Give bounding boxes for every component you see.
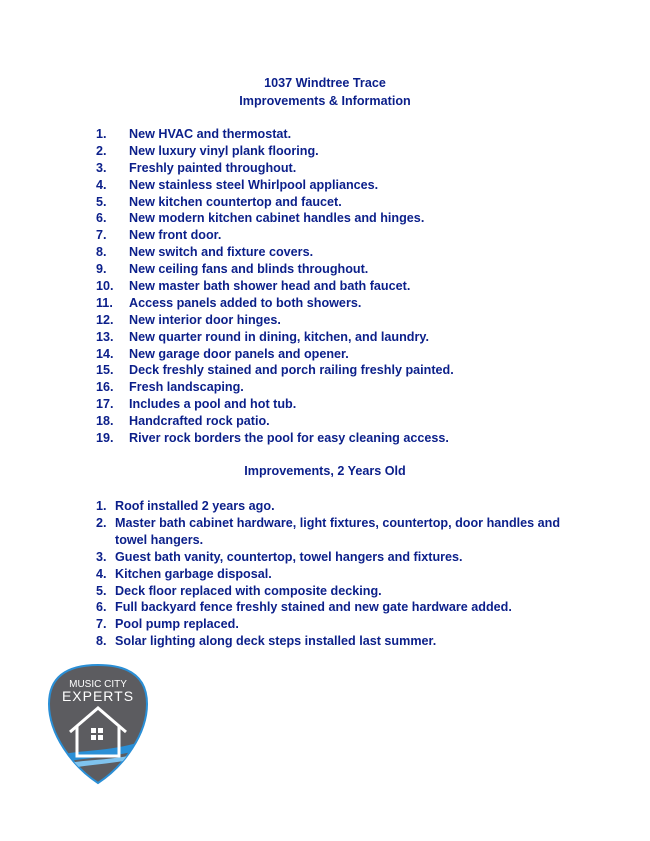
item-number: 10.: [96, 279, 114, 294]
item-text: Freshly painted throughout.: [129, 160, 297, 175]
item-text: Fresh landscaping.: [129, 380, 244, 395]
improvements-list: [96, 126, 596, 447]
item-text: Roof installed 2 years ago.: [115, 499, 275, 513]
item-text: Master bath cabinet hardware, light fixtures, countertop, door handles and towel hangers.: [115, 515, 561, 547]
list-item: [96, 244, 596, 261]
list-item: [96, 396, 596, 413]
item-number: 9.: [96, 262, 107, 277]
item-number: 17.: [96, 397, 114, 412]
item-text: New kitchen countertop and faucet.: [129, 194, 342, 209]
list-item: [96, 498, 576, 515]
item-number: 8.: [96, 245, 107, 260]
section-title: Improvements, 2 Years Old: [244, 464, 406, 478]
item-text: Kitchen garbage disposal.: [115, 566, 272, 581]
item-text: New quarter round in dining, kitchen, and laundry.: [129, 329, 429, 344]
item-number: 4.: [96, 566, 107, 581]
list-item: [96, 278, 596, 295]
item-number: 3.: [96, 549, 107, 564]
list-item: [96, 177, 596, 194]
item-number: 13.: [96, 329, 114, 344]
logo-text-line1: MUSIC CITY: [69, 679, 127, 690]
item-text: Includes a pool and hot tub.: [129, 397, 297, 412]
item-text: Access panels added to both showers.: [129, 295, 362, 310]
list-item: [96, 312, 596, 329]
list-item: [96, 616, 576, 633]
two-year-improvements-list: [96, 498, 576, 650]
item-text: New luxury vinyl plank flooring.: [129, 143, 319, 158]
item-number: 16.: [96, 380, 114, 395]
item-text: New modern kitchen cabinet handles and hinges.: [129, 211, 425, 226]
item-number: 18.: [96, 414, 114, 429]
logo-text-line2: EXPERTS: [61, 688, 135, 704]
item-number: 14.: [96, 346, 114, 361]
item-text: Handcrafted rock patio.: [129, 414, 270, 429]
item-number: 6.: [96, 600, 107, 615]
music-city-experts-logo: [46, 662, 150, 786]
item-text: New HVAC and thermostat.: [129, 127, 292, 141]
item-text: Pool pump replaced.: [115, 617, 239, 632]
item-number: 7.: [96, 617, 107, 632]
list-item: [96, 126, 596, 143]
item-text: River rock borders the pool for easy cleaning access.: [129, 431, 449, 446]
list-item: [96, 430, 596, 447]
item-number: 7.: [96, 228, 107, 243]
document-title: 1037 Windtree Trace: [264, 76, 386, 90]
list-item: [96, 379, 596, 396]
item-number: 12.: [96, 312, 114, 327]
item-text: Solar lighting along deck steps installed last summer.: [115, 634, 437, 649]
item-text: New switch and fixture covers.: [129, 245, 314, 260]
list-item: [96, 346, 596, 363]
list-item: [96, 549, 576, 566]
document-subtitle: Improvements & Information: [239, 94, 411, 108]
item-number: 2.: [96, 515, 107, 530]
item-number: 11.: [96, 295, 113, 310]
item-text: New ceiling fans and blinds throughout.: [129, 262, 369, 277]
item-text: New stainless steel Whirlpool appliances.: [129, 177, 379, 192]
item-text: Guest bath vanity, countertop, towel hangers and fixtures.: [115, 549, 463, 564]
item-text: Full backyard fence freshly stained and new gate hardware added.: [115, 600, 512, 615]
item-text: New front door.: [129, 228, 222, 243]
list-item: [96, 599, 576, 616]
list-item: [96, 160, 596, 177]
item-number: 4.: [96, 177, 107, 192]
list-item: [96, 194, 596, 211]
list-item: [96, 633, 576, 650]
item-number: 6.: [96, 211, 107, 226]
item-number: 8.: [96, 634, 107, 649]
list-item: [96, 566, 576, 583]
item-number: 15.: [96, 363, 114, 378]
item-number: 19.: [96, 431, 114, 446]
item-number: 1.: [96, 127, 107, 141]
list-item: [96, 210, 596, 227]
list-item: [96, 515, 576, 549]
list-item: [96, 295, 596, 312]
item-text: New interior door hinges.: [129, 312, 281, 327]
list-item: [96, 143, 596, 160]
list-item: [96, 227, 596, 244]
item-number: 2.: [96, 143, 107, 158]
item-number: 1.: [96, 499, 107, 513]
item-text: New garage door panels and opener.: [129, 346, 349, 361]
list-item: [96, 583, 576, 600]
item-text: New master bath shower head and bath faucet.: [129, 279, 411, 294]
item-text: Deck floor replaced with composite decking.: [115, 583, 382, 598]
list-item: [96, 261, 596, 278]
item-number: 5.: [96, 583, 107, 598]
item-number: 3.: [96, 160, 107, 175]
list-item: [96, 413, 596, 430]
list-item: [96, 329, 596, 346]
item-number: 5.: [96, 194, 107, 209]
list-item: [96, 362, 596, 379]
item-text: Deck freshly stained and porch railing freshly painted.: [129, 363, 454, 378]
